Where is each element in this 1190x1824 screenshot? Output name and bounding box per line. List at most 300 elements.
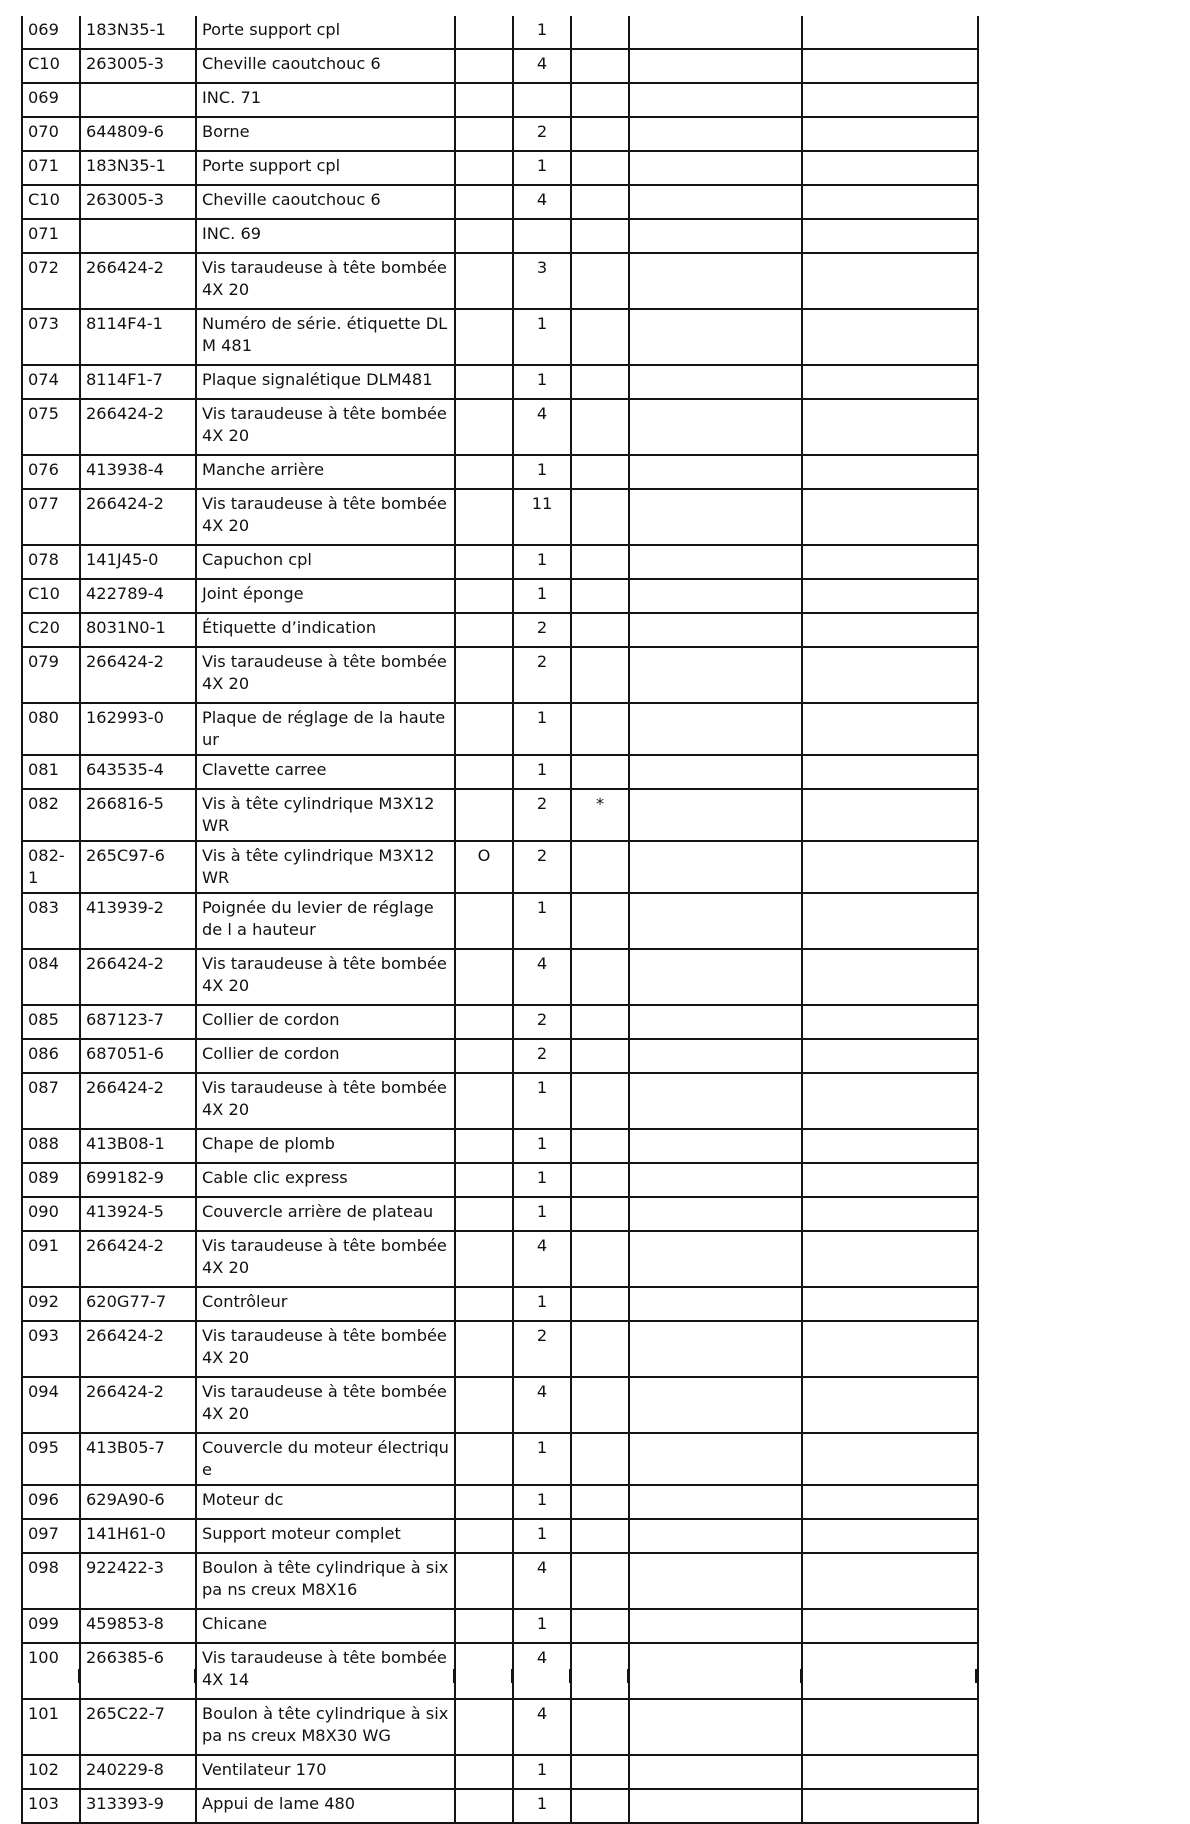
part-number-cell: 141H61-0 xyxy=(80,1519,196,1553)
extra-cell-1 xyxy=(629,1005,802,1039)
description-cell: INC. 71 xyxy=(196,83,455,117)
description-cell: Porte support cpl xyxy=(196,151,455,185)
mark-cell xyxy=(571,455,629,489)
extra-cell-2 xyxy=(802,949,978,1005)
table-row xyxy=(22,253,978,309)
extra-cell-1 xyxy=(629,1321,802,1377)
mark-cell xyxy=(571,1073,629,1129)
note-cell xyxy=(455,703,513,755)
extra-cell-2 xyxy=(802,841,978,893)
mark-cell xyxy=(571,399,629,455)
extra-cell-1 xyxy=(629,789,802,841)
mark-cell xyxy=(571,1553,629,1609)
extra-cell-1 xyxy=(629,1039,802,1073)
extra-cell-1 xyxy=(629,1433,802,1485)
table-row xyxy=(22,1755,978,1789)
note-cell xyxy=(455,1073,513,1129)
description-cell: Numéro de série. étiquette DLM 481 xyxy=(196,309,455,365)
extra-cell-1 xyxy=(629,399,802,455)
note-cell xyxy=(455,579,513,613)
part-number-cell xyxy=(80,83,196,117)
ref-cell: 079 xyxy=(22,647,80,703)
table-row xyxy=(22,789,978,841)
mark-cell xyxy=(571,309,629,365)
extra-cell-1 xyxy=(629,1789,802,1823)
extra-cell-2 xyxy=(802,1553,978,1609)
table-row xyxy=(22,1485,978,1519)
quantity-cell: 3 xyxy=(513,253,571,309)
description-cell: Couvercle arrière de plateau xyxy=(196,1197,455,1231)
mark-cell xyxy=(571,219,629,253)
ref-cell: 102 xyxy=(22,1755,80,1789)
ref-cell: 091 xyxy=(22,1231,80,1287)
description-cell: Vis taraudeuse à tête bombée 4X 20 xyxy=(196,253,455,309)
extra-cell-1 xyxy=(629,1485,802,1519)
ref-cell: 099 xyxy=(22,1609,80,1643)
note-cell xyxy=(455,117,513,151)
table-row xyxy=(22,1609,978,1643)
part-number-cell: 266424-2 xyxy=(80,1073,196,1129)
extra-cell-1 xyxy=(629,703,802,755)
extra-cell-1 xyxy=(629,545,802,579)
description-cell: Ventilateur 170 xyxy=(196,1755,455,1789)
extra-cell-1 xyxy=(629,949,802,1005)
mark-cell xyxy=(571,1485,629,1519)
extra-cell-1 xyxy=(629,151,802,185)
table-row xyxy=(22,1433,978,1485)
extra-cell-2 xyxy=(802,1485,978,1519)
extra-cell-2 xyxy=(802,185,978,219)
column-rule xyxy=(569,1669,571,1683)
quantity-cell: 1 xyxy=(513,151,571,185)
table-row xyxy=(22,455,978,489)
mark-cell xyxy=(571,1039,629,1073)
mark-cell xyxy=(571,1163,629,1197)
extra-cell-2 xyxy=(802,1073,978,1129)
note-cell xyxy=(455,1287,513,1321)
part-number-cell: 266424-2 xyxy=(80,253,196,309)
extra-cell-2 xyxy=(802,579,978,613)
ref-cell: 087 xyxy=(22,1073,80,1129)
note-cell xyxy=(455,455,513,489)
ref-cell: 100 xyxy=(22,1643,80,1699)
description-cell: Vis taraudeuse à tête bombée 4X 20 xyxy=(196,647,455,703)
mark-cell xyxy=(571,703,629,755)
ref-cell: 069 xyxy=(22,16,80,49)
quantity-cell: 1 xyxy=(513,16,571,49)
table-continuation xyxy=(21,1669,977,1683)
extra-cell-2 xyxy=(802,1519,978,1553)
description-cell: Clavette carree xyxy=(196,755,455,789)
description-cell: Plaque signalétique DLM481 xyxy=(196,365,455,399)
table-row xyxy=(22,579,978,613)
ref-cell: 090 xyxy=(22,1197,80,1231)
note-cell xyxy=(455,1609,513,1643)
ref-cell: 071 xyxy=(22,151,80,185)
ref-cell: 086 xyxy=(22,1039,80,1073)
note-cell xyxy=(455,151,513,185)
table-row xyxy=(22,893,978,949)
extra-cell-2 xyxy=(802,1163,978,1197)
mark-cell xyxy=(571,647,629,703)
extra-cell-2 xyxy=(802,1789,978,1823)
extra-cell-1 xyxy=(629,755,802,789)
description-cell: Vis taraudeuse à tête bombée 4X 20 xyxy=(196,1231,455,1287)
quantity-cell: 2 xyxy=(513,1321,571,1377)
column-rule xyxy=(627,1669,629,1683)
part-number-cell: 413924-5 xyxy=(80,1197,196,1231)
table-row xyxy=(22,1073,978,1129)
part-number-cell: 266424-2 xyxy=(80,489,196,545)
quantity-cell: 2 xyxy=(513,613,571,647)
note-cell xyxy=(455,1197,513,1231)
note-cell xyxy=(455,365,513,399)
quantity-cell: 4 xyxy=(513,399,571,455)
note-cell xyxy=(455,1433,513,1485)
mark-cell xyxy=(571,755,629,789)
description-cell: Cheville caoutchouc 6 xyxy=(196,185,455,219)
table-row xyxy=(22,151,978,185)
description-cell: Vis taraudeuse à tête bombée 4X 20 xyxy=(196,1073,455,1129)
column-rule xyxy=(453,1669,455,1683)
mark-cell xyxy=(571,83,629,117)
ref-cell: 084 xyxy=(22,949,80,1005)
ref-cell: C10 xyxy=(22,49,80,83)
table-row xyxy=(22,1519,978,1553)
part-number-cell: 629A90-6 xyxy=(80,1485,196,1519)
note-cell xyxy=(455,1163,513,1197)
mark-cell xyxy=(571,579,629,613)
table-row xyxy=(22,489,978,545)
ref-cell: 094 xyxy=(22,1377,80,1433)
part-number-cell: 8114F1-7 xyxy=(80,365,196,399)
quantity-cell: 1 xyxy=(513,1789,571,1823)
extra-cell-2 xyxy=(802,49,978,83)
table-row xyxy=(22,949,978,1005)
quantity-cell: 1 xyxy=(513,545,571,579)
mark-cell xyxy=(571,613,629,647)
ref-cell: 074 xyxy=(22,365,80,399)
description-cell: Cheville caoutchouc 6 xyxy=(196,49,455,83)
mark-cell xyxy=(571,1231,629,1287)
note-cell xyxy=(455,755,513,789)
mark-cell xyxy=(571,16,629,49)
note-cell xyxy=(455,1039,513,1073)
ref-cell: 097 xyxy=(22,1519,80,1553)
note-cell xyxy=(455,1553,513,1609)
table-row xyxy=(22,365,978,399)
quantity-cell: 1 xyxy=(513,1755,571,1789)
part-number-cell: 687123-7 xyxy=(80,1005,196,1039)
quantity-cell: 1 xyxy=(513,1073,571,1129)
quantity-cell: 1 xyxy=(513,579,571,613)
mark-cell xyxy=(571,253,629,309)
quantity-cell: 1 xyxy=(513,1197,571,1231)
extra-cell-2 xyxy=(802,1433,978,1485)
table-row xyxy=(22,1197,978,1231)
part-number-cell: 183N35-1 xyxy=(80,151,196,185)
ref-cell: 092 xyxy=(22,1287,80,1321)
description-cell: Moteur dc xyxy=(196,1485,455,1519)
extra-cell-2 xyxy=(802,219,978,253)
extra-cell-1 xyxy=(629,579,802,613)
mark-cell xyxy=(571,1789,629,1823)
extra-cell-1 xyxy=(629,1519,802,1553)
mark-cell xyxy=(571,49,629,83)
description-cell: Couvercle du moteur électrique xyxy=(196,1433,455,1485)
note-cell xyxy=(455,83,513,117)
quantity-cell: 4 xyxy=(513,949,571,1005)
note-cell xyxy=(455,893,513,949)
extra-cell-2 xyxy=(802,703,978,755)
quantity-cell: 1 xyxy=(513,309,571,365)
part-number-cell: 459853-8 xyxy=(80,1609,196,1643)
mark-cell xyxy=(571,1519,629,1553)
extra-cell-1 xyxy=(629,309,802,365)
part-number-cell: 266385-6 xyxy=(80,1643,196,1699)
ref-cell: 073 xyxy=(22,309,80,365)
table-row xyxy=(22,399,978,455)
extra-cell-1 xyxy=(629,1073,802,1129)
quantity-cell: 4 xyxy=(513,1699,571,1755)
part-number-cell: 266424-2 xyxy=(80,949,196,1005)
parts-table xyxy=(21,16,979,1824)
mark-cell xyxy=(571,545,629,579)
ref-cell: 093 xyxy=(22,1321,80,1377)
quantity-cell: 4 xyxy=(513,1643,571,1699)
ref-cell: 082-1 xyxy=(22,841,80,893)
extra-cell-2 xyxy=(802,151,978,185)
note-cell xyxy=(455,789,513,841)
extra-cell-1 xyxy=(629,489,802,545)
extra-cell-2 xyxy=(802,1129,978,1163)
extra-cell-2 xyxy=(802,309,978,365)
quantity-cell: 11 xyxy=(513,489,571,545)
extra-cell-1 xyxy=(629,185,802,219)
part-number-cell: 8114F4-1 xyxy=(80,309,196,365)
ref-cell: 070 xyxy=(22,117,80,151)
ref-cell: 072 xyxy=(22,253,80,309)
ref-cell: 101 xyxy=(22,1699,80,1755)
part-number-cell: 162993-0 xyxy=(80,703,196,755)
quantity-cell: 1 xyxy=(513,1433,571,1485)
column-rule xyxy=(511,1669,513,1683)
quantity-cell: 1 xyxy=(513,893,571,949)
part-number-cell: 240229-8 xyxy=(80,1755,196,1789)
quantity-cell: 2 xyxy=(513,841,571,893)
table-row xyxy=(22,1039,978,1073)
part-number-cell: 422789-4 xyxy=(80,579,196,613)
extra-cell-1 xyxy=(629,1287,802,1321)
part-number-cell: 141J45-0 xyxy=(80,545,196,579)
quantity-cell xyxy=(513,83,571,117)
parts-table-body xyxy=(22,16,978,1823)
mark-cell xyxy=(571,841,629,893)
mark-cell xyxy=(571,1321,629,1377)
table-row xyxy=(22,309,978,365)
note-cell xyxy=(455,1231,513,1287)
extra-cell-2 xyxy=(802,117,978,151)
ref-cell: 076 xyxy=(22,455,80,489)
table-row xyxy=(22,703,978,755)
extra-cell-2 xyxy=(802,83,978,117)
mark-cell: * xyxy=(571,789,629,841)
table-row xyxy=(22,613,978,647)
extra-cell-1 xyxy=(629,893,802,949)
extra-cell-1 xyxy=(629,1231,802,1287)
ref-cell: 082 xyxy=(22,789,80,841)
description-cell: Vis à tête cylindrique M3X12 WR xyxy=(196,841,455,893)
description-cell: Manche arrière xyxy=(196,455,455,489)
table-row xyxy=(22,1163,978,1197)
extra-cell-1 xyxy=(629,1755,802,1789)
mark-cell xyxy=(571,117,629,151)
description-cell: Capuchon cpl xyxy=(196,545,455,579)
note-cell xyxy=(455,949,513,1005)
note-cell xyxy=(455,253,513,309)
part-number-cell: 313393-9 xyxy=(80,1789,196,1823)
quantity-cell: 1 xyxy=(513,1609,571,1643)
extra-cell-2 xyxy=(802,455,978,489)
extra-cell-2 xyxy=(802,755,978,789)
description-cell: Vis taraudeuse à tête bombée 4X 20 xyxy=(196,949,455,1005)
description-cell: Borne xyxy=(196,117,455,151)
note-cell xyxy=(455,1485,513,1519)
extra-cell-2 xyxy=(802,1755,978,1789)
quantity-cell: 1 xyxy=(513,1163,571,1197)
note-cell xyxy=(455,1129,513,1163)
description-cell: Boulon à tête cylindrique à six pa ns creux M8X16 xyxy=(196,1553,455,1609)
extra-cell-2 xyxy=(802,545,978,579)
table-row xyxy=(22,16,978,49)
quantity-cell: 4 xyxy=(513,1377,571,1433)
extra-cell-1 xyxy=(629,1699,802,1755)
table-row xyxy=(22,1377,978,1433)
part-number-cell: 263005-3 xyxy=(80,49,196,83)
part-number-cell xyxy=(80,219,196,253)
description-cell: Poignée du levier de réglage de l a hauteur xyxy=(196,893,455,949)
mark-cell xyxy=(571,1005,629,1039)
mark-cell xyxy=(571,949,629,1005)
extra-cell-2 xyxy=(802,613,978,647)
part-number-cell: 265C22-7 xyxy=(80,1699,196,1755)
ref-cell: 085 xyxy=(22,1005,80,1039)
description-cell: Vis taraudeuse à tête bombée 4X 20 xyxy=(196,399,455,455)
description-cell: Appui de lame 480 xyxy=(196,1789,455,1823)
ref-cell: 088 xyxy=(22,1129,80,1163)
note-cell xyxy=(455,1755,513,1789)
extra-cell-1 xyxy=(629,647,802,703)
part-number-cell: 8031N0-1 xyxy=(80,613,196,647)
extra-cell-1 xyxy=(629,219,802,253)
description-cell: Porte support cpl xyxy=(196,16,455,49)
table-row xyxy=(22,1321,978,1377)
extra-cell-2 xyxy=(802,16,978,49)
part-number-cell: 266816-5 xyxy=(80,789,196,841)
table-row xyxy=(22,49,978,83)
quantity-cell: 2 xyxy=(513,1039,571,1073)
column-rule xyxy=(194,1669,196,1683)
table-row xyxy=(22,755,978,789)
part-number-cell: 413939-2 xyxy=(80,893,196,949)
ref-cell: 069 xyxy=(22,83,80,117)
note-cell xyxy=(455,545,513,579)
extra-cell-2 xyxy=(802,253,978,309)
description-cell: Contrôleur xyxy=(196,1287,455,1321)
quantity-cell: 4 xyxy=(513,49,571,83)
mark-cell xyxy=(571,893,629,949)
description-cell: Chicane xyxy=(196,1609,455,1643)
extra-cell-2 xyxy=(802,789,978,841)
part-number-cell: 266424-2 xyxy=(80,1231,196,1287)
description-cell: Collier de cordon xyxy=(196,1005,455,1039)
ref-cell: 071 xyxy=(22,219,80,253)
table-row xyxy=(22,545,978,579)
mark-cell xyxy=(571,1129,629,1163)
extra-cell-2 xyxy=(802,1377,978,1433)
description-cell: Joint éponge xyxy=(196,579,455,613)
note-cell xyxy=(455,1005,513,1039)
extra-cell-2 xyxy=(802,893,978,949)
mark-cell xyxy=(571,1377,629,1433)
extra-cell-1 xyxy=(629,1377,802,1433)
quantity-cell: 4 xyxy=(513,1231,571,1287)
mark-cell xyxy=(571,185,629,219)
extra-cell-1 xyxy=(629,253,802,309)
note-cell xyxy=(455,613,513,647)
note-cell xyxy=(455,647,513,703)
ref-cell: 095 xyxy=(22,1433,80,1485)
part-number-cell: 263005-3 xyxy=(80,185,196,219)
table-row xyxy=(22,1553,978,1609)
note-cell xyxy=(455,1519,513,1553)
ref-cell: 096 xyxy=(22,1485,80,1519)
mark-cell xyxy=(571,489,629,545)
part-number-cell: 687051-6 xyxy=(80,1039,196,1073)
description-cell: Vis à tête cylindrique M3X12 WR xyxy=(196,789,455,841)
extra-cell-2 xyxy=(802,1197,978,1231)
part-number-cell: 183N35-1 xyxy=(80,16,196,49)
mark-cell xyxy=(571,1755,629,1789)
part-number-cell: 266424-2 xyxy=(80,1321,196,1377)
ref-cell: 080 xyxy=(22,703,80,755)
mark-cell xyxy=(571,1609,629,1643)
ref-cell: C10 xyxy=(22,579,80,613)
table-row xyxy=(22,1005,978,1039)
quantity-cell: 2 xyxy=(513,789,571,841)
extra-cell-1 xyxy=(629,16,802,49)
extra-cell-2 xyxy=(802,1005,978,1039)
ref-cell: 078 xyxy=(22,545,80,579)
mark-cell xyxy=(571,1287,629,1321)
note-cell: O xyxy=(455,841,513,893)
table-row xyxy=(22,219,978,253)
quantity-cell: 1 xyxy=(513,1485,571,1519)
description-cell: Vis taraudeuse à tête bombée 4X 14 xyxy=(196,1643,455,1699)
ref-cell: 075 xyxy=(22,399,80,455)
extra-cell-1 xyxy=(629,1609,802,1643)
extra-cell-2 xyxy=(802,1699,978,1755)
extra-cell-2 xyxy=(802,1287,978,1321)
extra-cell-2 xyxy=(802,1231,978,1287)
description-cell: INC. 69 xyxy=(196,219,455,253)
quantity-cell: 2 xyxy=(513,117,571,151)
quantity-cell: 1 xyxy=(513,755,571,789)
ref-cell: 083 xyxy=(22,893,80,949)
table-row xyxy=(22,841,978,893)
ref-cell: C20 xyxy=(22,613,80,647)
part-number-cell: 266424-2 xyxy=(80,1377,196,1433)
